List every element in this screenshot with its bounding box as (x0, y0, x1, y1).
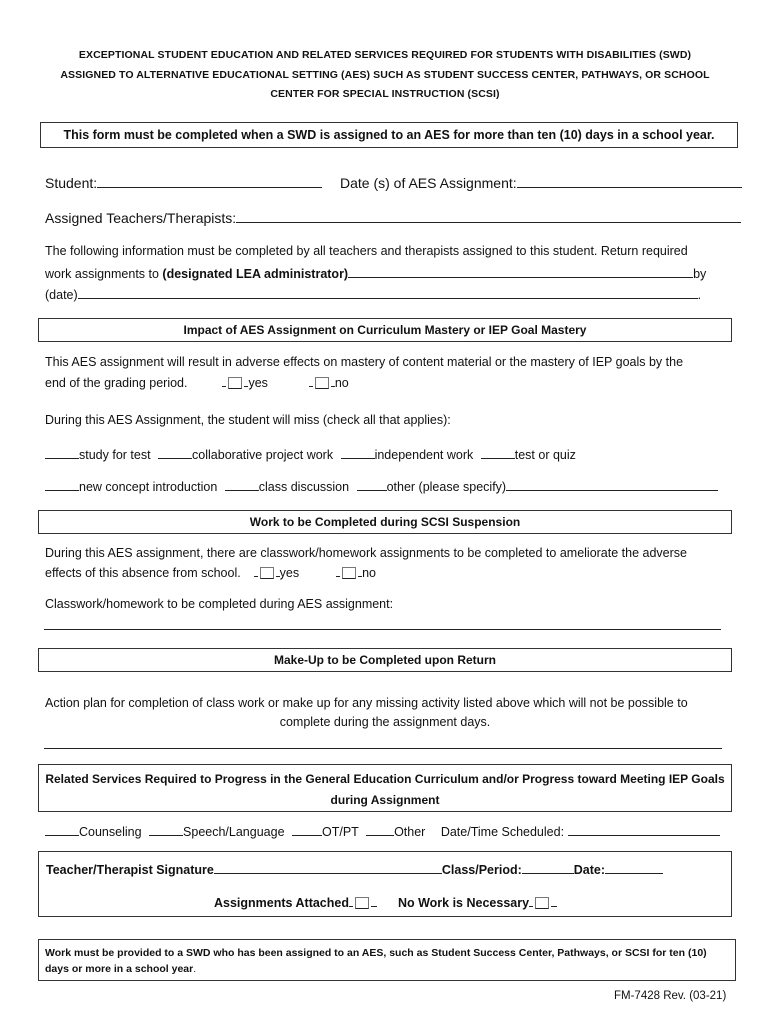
signature-input-line[interactable] (214, 861, 442, 874)
underscore (309, 374, 313, 387)
makeup-section-box (38, 648, 732, 672)
dates-field (340, 175, 742, 191)
student-field (45, 175, 322, 191)
attachments-row (214, 894, 557, 910)
work-text-line-2 (45, 564, 376, 580)
signature-row (46, 861, 663, 877)
footer-notice-line-1: Work must be provided to a SWD who has been assigned to an AES, such as Student Success Center, Pathways, or SCSI for ten (10) (45, 947, 707, 959)
student-label: Student: (45, 175, 98, 191)
no-work-label: No Work is Necessary (397, 896, 530, 910)
impact-no-label: no (334, 376, 349, 390)
notice-text: This form must be completed when a SWD is assigned to an AES for more than ten (10) days in a school year. (63, 128, 715, 142)
service-speech: Speech/Language (183, 825, 285, 839)
impact-text-line-2 (45, 374, 349, 390)
makeup-text-line-2: complete during the assignment days. (279, 715, 491, 729)
dates-input-line[interactable] (517, 175, 742, 188)
form-title-line-3: CENTER FOR SPECIAL INSTRUCTION (SCSI) (270, 88, 500, 100)
instructions-line-2 (45, 265, 706, 281)
class-period-input-line[interactable] (522, 861, 574, 874)
underscore (222, 374, 226, 387)
other-service-check-line[interactable] (366, 823, 394, 836)
assignments-attached-checkbox[interactable] (355, 897, 369, 909)
instructions-by: by (693, 267, 707, 281)
work-section-title: Work to be Completed during SCSI Suspension (249, 515, 521, 529)
miss-intro: During this AES Assignment, the student will miss (check all that applies): (45, 413, 451, 427)
makeup-input-line[interactable] (44, 748, 722, 749)
service-other: Other (394, 825, 426, 839)
other-specify-line[interactable] (506, 478, 718, 491)
speech-check-line[interactable] (149, 823, 183, 836)
work-yes-label: yes (279, 566, 300, 580)
footer-notice-box (38, 939, 736, 981)
underscore (349, 894, 353, 907)
other-check-line[interactable] (357, 478, 387, 491)
makeup-text-line-1: Action plan for completion of class work or make up for any missing activity listed above which will not be possible to (45, 696, 688, 710)
makeup-section-title: Make-Up to be Completed upon Return (274, 653, 496, 667)
underscore (254, 564, 258, 577)
impact-text-end: end of the grading period. (45, 376, 188, 390)
underscore (529, 894, 533, 907)
form-title-line-1: EXCEPTIONAL STUDENT EDUCATION AND RELATED SERVICES REQUIRED FOR STUDENTS WITH DISABILITIES (SWD) (78, 49, 692, 61)
miss-row-1 (45, 446, 576, 462)
teachers-input-line[interactable] (236, 210, 741, 223)
lea-admin-input-line[interactable] (348, 265, 693, 278)
work-no-label: no (362, 566, 376, 580)
discussion-check-line[interactable] (225, 478, 259, 491)
test-check-line[interactable] (481, 446, 515, 459)
impact-no-checkbox[interactable] (315, 377, 329, 389)
study-check-line[interactable] (45, 446, 79, 459)
notice-box (40, 122, 738, 148)
service-otpt: OT/PT (322, 825, 359, 839)
instructions-line-1: The following information must be completed by all teachers and therapists assigned to this student. Return required (45, 244, 688, 258)
otpt-check-line[interactable] (292, 823, 322, 836)
service-counseling: Counseling (79, 825, 142, 839)
classwork-label: Classwork/homework to be completed during AES assignment: (45, 597, 394, 611)
form-id: FM-7428 Rev. (03-21) (614, 990, 727, 1002)
lea-admin-label: (designated LEA administrator) (162, 267, 349, 281)
instructions-line-3 (45, 286, 701, 302)
date-input-line[interactable] (78, 286, 698, 299)
impact-text-line-1: This AES assignment will result in adverse effects on mastery of content material or the mastery of IEP goals by the (45, 355, 684, 369)
impact-yes-label: yes (248, 376, 268, 390)
footer-notice-text: days or more in a school year (45, 963, 194, 975)
impact-yes-checkbox[interactable] (228, 377, 242, 389)
concept-check-line[interactable] (45, 478, 79, 491)
miss-item-independent: independent work (374, 448, 474, 462)
form-title-line-2: ASSIGNED TO ALTERNATIVE EDUCATIONAL SETTING (AES) SUCH AS STUDENT SUCCESS CENTER, PATHWAYS, OR SCHOOL (60, 69, 710, 81)
counseling-check-line[interactable] (45, 823, 79, 836)
underscore (336, 564, 340, 577)
independent-check-line[interactable] (341, 446, 375, 459)
underscore (551, 894, 557, 907)
teachers-label: Assigned Teachers/Therapists: (45, 210, 237, 226)
sig-date-label: Date: (573, 863, 606, 877)
sig-date-input-line[interactable] (605, 861, 663, 874)
miss-item-other: other (please specify) (386, 480, 507, 494)
miss-item-study: study for test (79, 448, 151, 462)
related-services-title-1: Related Services Required to Progress in the General Education Curriculum and/or Progress toward Meeting IEP Goals (45, 772, 725, 786)
miss-item-discussion: class discussion (258, 480, 350, 494)
work-text-line-1: During this AES assignment, there are classwork/homework assignments to be completed to ameliorate the adverse (45, 546, 687, 560)
related-services-title-2: during Assignment (330, 793, 440, 807)
miss-item-test: test or quiz (514, 448, 576, 462)
impact-section-box (38, 318, 732, 342)
work-no-checkbox[interactable] (342, 567, 356, 579)
underscore (371, 894, 377, 907)
collab-check-line[interactable] (158, 446, 192, 459)
related-services-box (38, 764, 732, 812)
footer-notice-line-2 (45, 963, 735, 975)
date-scheduled-input-line[interactable] (568, 823, 720, 836)
impact-section-title: Impact of AES Assignment on Curriculum Mastery or IEP Goal Mastery (183, 323, 587, 337)
classwork-input-line[interactable] (44, 629, 721, 630)
instructions-pre: work assignments to (45, 267, 163, 281)
signature-label: Teacher/Therapist Signature (46, 863, 214, 877)
instructions-period: . (697, 288, 702, 302)
work-text-end: effects of this absence from school. (45, 566, 241, 580)
date-label: (date) (45, 288, 78, 302)
related-services-row (45, 823, 720, 839)
work-section-box (38, 510, 732, 534)
class-period-label: Class/Period: (441, 863, 522, 877)
student-input-line[interactable] (97, 175, 322, 188)
miss-item-collab: collaborative project work (192, 448, 334, 462)
assignments-attached-label: Assignments Attached (214, 896, 349, 910)
miss-item-concept: new concept introduction (79, 480, 218, 494)
no-work-checkbox[interactable] (535, 897, 549, 909)
work-yes-checkbox[interactable] (260, 567, 274, 579)
dates-label: Date (s) of AES Assignment: (340, 175, 517, 191)
date-scheduled-label: Date/Time Scheduled: (440, 825, 565, 839)
footer-notice-period: . (193, 963, 197, 975)
miss-row-2 (45, 478, 718, 494)
teachers-field (45, 210, 741, 226)
